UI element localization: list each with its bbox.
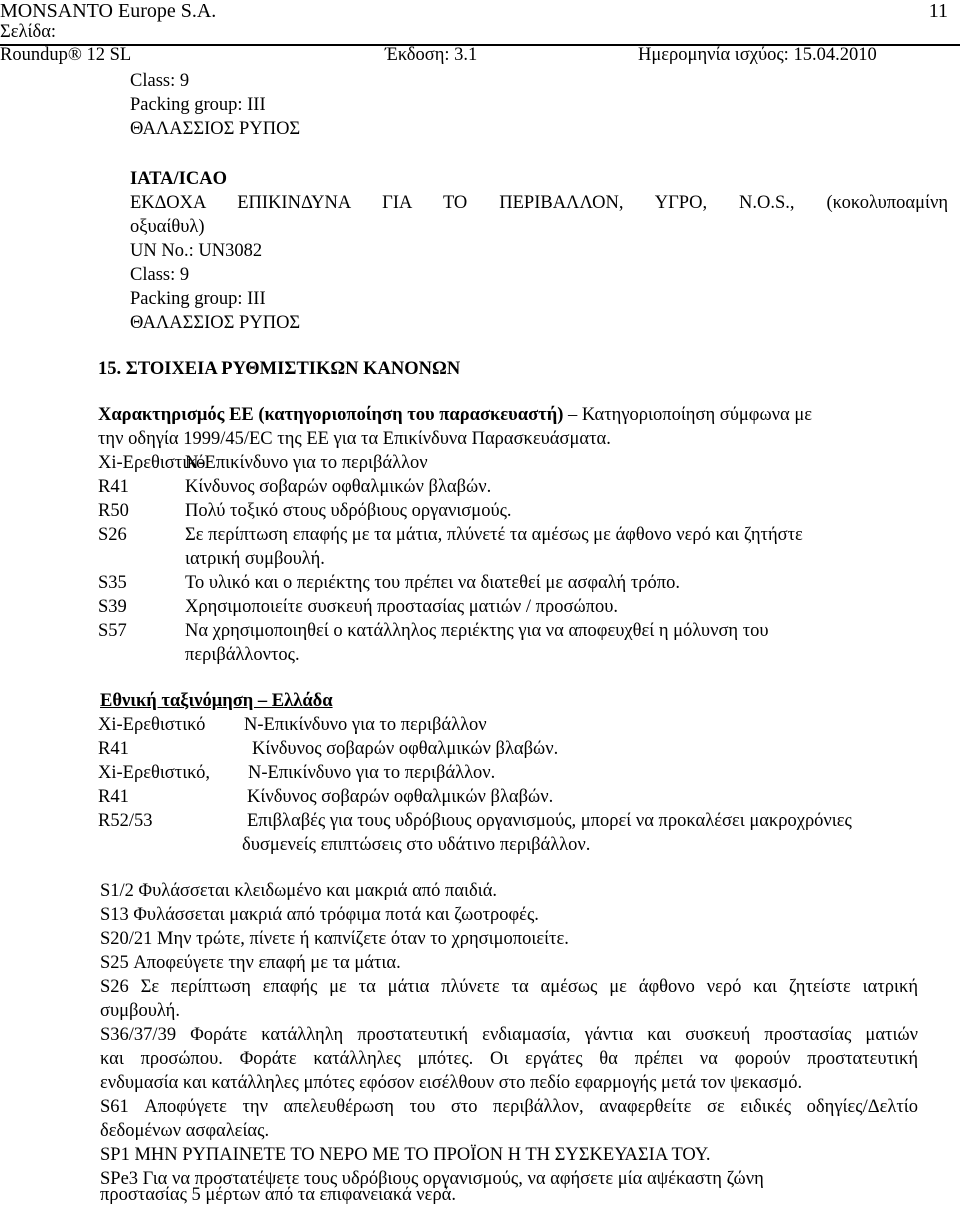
national-text: N-Επικίνδυνο για το περιβάλλον bbox=[244, 715, 487, 735]
transport-packing-group: Packing group: III bbox=[130, 95, 266, 115]
s-phrase: S26 Σε περίπτωση επαφής με τα μάτια πλύνετε τα αμέσως με άφθονο νερό και ζητείστε ιατρική bbox=[100, 977, 918, 997]
iata-class: Class: 9 bbox=[130, 265, 190, 285]
s-phrase-cont: ενδυμασία και κατάλληλες μπότες εφόσον εισέλθουν στο πεδίο εφαρμογής μετά τον ψεκασμό. bbox=[100, 1073, 803, 1093]
iata-heading: IATA/ICAO bbox=[130, 169, 227, 189]
phrase-text: Να χρησιμοποιηθεί ο κατάλληλος περιέκτης για να αποφευχθεί η μόλυνση του bbox=[185, 621, 769, 641]
s-phrase: S61 Αποφύγετε την απελευθέρωση του στο περιβάλλον, αναφερθείτε σε ειδικές οδηγίες/Δελτίο bbox=[100, 1097, 918, 1117]
eu-classification bbox=[98, 404, 812, 426]
version-label: Έκδοση: 3.1 bbox=[385, 45, 478, 65]
s-phrase: S36/37/39 Φοράτε κατάλληλη προστατευτική ενδιαμασία, γάντια και συσκευή προστασίας ματιών bbox=[100, 1025, 918, 1045]
sp-phrase: SP1 ΜΗΝ ΡΥΠΑΙΝΕΤΕ ΤΟ ΝΕΡΟ ΜΕ ΤΟ ΠΡΟΪΟΝ Η ΤΗ ΣΥΣΚΕΥΑΣΙΑ ΤΟΥ. bbox=[100, 1145, 711, 1165]
phrase-text-cont: περιβάλλοντος. bbox=[185, 645, 300, 665]
national-code: R41 bbox=[98, 787, 129, 807]
phrase-text-cont: ιατρική συμβουλή. bbox=[185, 549, 325, 569]
s-phrase: S1/2 Φυλάσσεται κλειδωμένο και μακριά από παιδιά. bbox=[100, 881, 498, 901]
national-heading: Εθνική ταξινόμηση – Ελλάδα bbox=[100, 691, 333, 711]
iata-marine-pollutant: ΘΑΛΑΣΣΙΟΣ ΡΥΠΟΣ bbox=[130, 313, 301, 333]
iata-packing-group: Packing group: III bbox=[130, 289, 266, 309]
phrase-text: N-Επικίνδυνο για το περιβάλλον bbox=[185, 453, 428, 473]
national-code: Xi-Ερεθιστικό, bbox=[98, 763, 210, 783]
page-number: 11 bbox=[928, 0, 948, 22]
national-text: N-Επικίνδυνο για το περιβάλλον. bbox=[248, 763, 496, 783]
s-phrase: S20/21 Μην τρώτε, πίνετε ή καπνίζετε όταν το χρησιμοποιείτε. bbox=[100, 929, 569, 949]
phrase-code: S35 bbox=[98, 573, 127, 593]
s-phrase-cont: συμβουλή. bbox=[100, 1001, 180, 1021]
iata-un-number: UN No.: UN3082 bbox=[130, 241, 263, 261]
national-code: R41 bbox=[98, 739, 129, 759]
section-15-title: 15. ΣΤΟΙΧΕΙΑ ΡΥΘΜΙΣΤΙΚΩΝ ΚΑΝΟΝΩΝ bbox=[98, 359, 461, 379]
product-name: Roundup® 12 SL bbox=[0, 45, 132, 65]
s-phrase-cont: δεδομένων ασφαλείας. bbox=[100, 1121, 270, 1141]
phrase-code: S39 bbox=[98, 597, 127, 617]
s-phrase: S25 Αποφεύγετε την επαφή με τα μάτια. bbox=[100, 953, 401, 973]
eu-classification-rest: – Κατηγοριοποίηση σύμφωνα με bbox=[563, 405, 813, 425]
spe-phrase-cont: προστασίας 5 μέρτων από τα επιφανειακά νερά. bbox=[100, 1185, 456, 1205]
s-phrase-cont: και προσώπου. Φοράτε κατάλληλες μπότες. Οι εργάτες θα πρέπει να φορούν προστατευτική bbox=[100, 1049, 918, 1069]
company-name: MONSANTO Europe S.A. bbox=[0, 0, 217, 22]
page-label: Σελίδα: bbox=[0, 22, 57, 42]
phrase-code: S57 bbox=[98, 621, 127, 641]
phrase-text: Το υλικό και ο περιέκτης του πρέπει να διατεθεί με ασφαλή τρόπο. bbox=[185, 573, 680, 593]
iata-shipping-name-cont: οξυαίθυλ) bbox=[130, 217, 205, 237]
s-phrase: S13 Φυλάσσεται μακριά από τρόφιμα ποτά και ζωοτροφές. bbox=[100, 905, 539, 925]
national-text: Επιβλαβές για τους υδρόβιους οργανισμούς, μπορεί να προκαλέσει μακροχρόνιες bbox=[247, 811, 852, 831]
phrase-text: Κίνδυνος σοβαρών οφθαλμικών βλαβών. bbox=[185, 477, 492, 497]
national-text: Κίνδυνος σοβαρών οφθαλμικών βλαβών. bbox=[247, 787, 554, 807]
national-text: Κίνδυνος σοβαρών οφθαλμικών βλαβών. bbox=[252, 739, 559, 759]
phrase-text: Πολύ τοξικό στους υδρόβιους οργανισμούς. bbox=[185, 501, 512, 521]
marine-pollutant: ΘΑΛΑΣΣΙΟΣ ΡΥΠΟΣ bbox=[130, 119, 301, 139]
national-text-cont: δυσμενείς επιπτώσεις στο υδάτινο περιβάλλον. bbox=[242, 835, 591, 855]
spe-phrase: SPe3 Για να προστατέψετε τους υδρόβιους οργανισμούς, να αφήσετε μία αψέκαστη ζώνη bbox=[100, 1169, 764, 1189]
transport-class: Class: 9 bbox=[130, 71, 190, 91]
header-info-row bbox=[0, 44, 960, 65]
effective-date: Ημερομηνία ισχύος: 15.04.2010 bbox=[638, 45, 877, 65]
phrase-code: S26 bbox=[98, 525, 127, 545]
national-code: R52/53 bbox=[98, 811, 153, 831]
phrase-code: Xi-Ερεθιστικό bbox=[98, 453, 206, 473]
phrase-text: Χρησιμοποιείτε συσκευή προστασίας ματιών / προσώπου. bbox=[185, 597, 618, 617]
phrase-code: R50 bbox=[98, 501, 129, 521]
eu-classification-bold: Χαρακτηρισμός ΕΕ (κατηγοριοποίηση του παρασκευαστή) bbox=[98, 405, 564, 425]
phrase-text: Σε περίπτωση επαφής με τα μάτια, πλύνετέ τα αμέσως με άφθονο νερό και ζητήστε bbox=[185, 525, 803, 545]
eu-classification-cont: την οδηγία 1999/45/EC της ΕΕ για τα Επικίνδυνα Παρασκευάσματα. bbox=[98, 429, 611, 449]
national-code: Xi-Ερεθιστικό bbox=[98, 715, 206, 735]
phrase-code: R41 bbox=[98, 477, 129, 497]
iata-shipping-name: ΕΚΔΟΧΑ ΕΠΙΚΙΝΔΥΝΑ ΓΙΑ ΤΟ ΠΕΡΙΒΑΛΛΟΝ, ΥΓΡΟ, Ν.Ο.S., (κοκολυποαμίνη bbox=[130, 193, 948, 213]
